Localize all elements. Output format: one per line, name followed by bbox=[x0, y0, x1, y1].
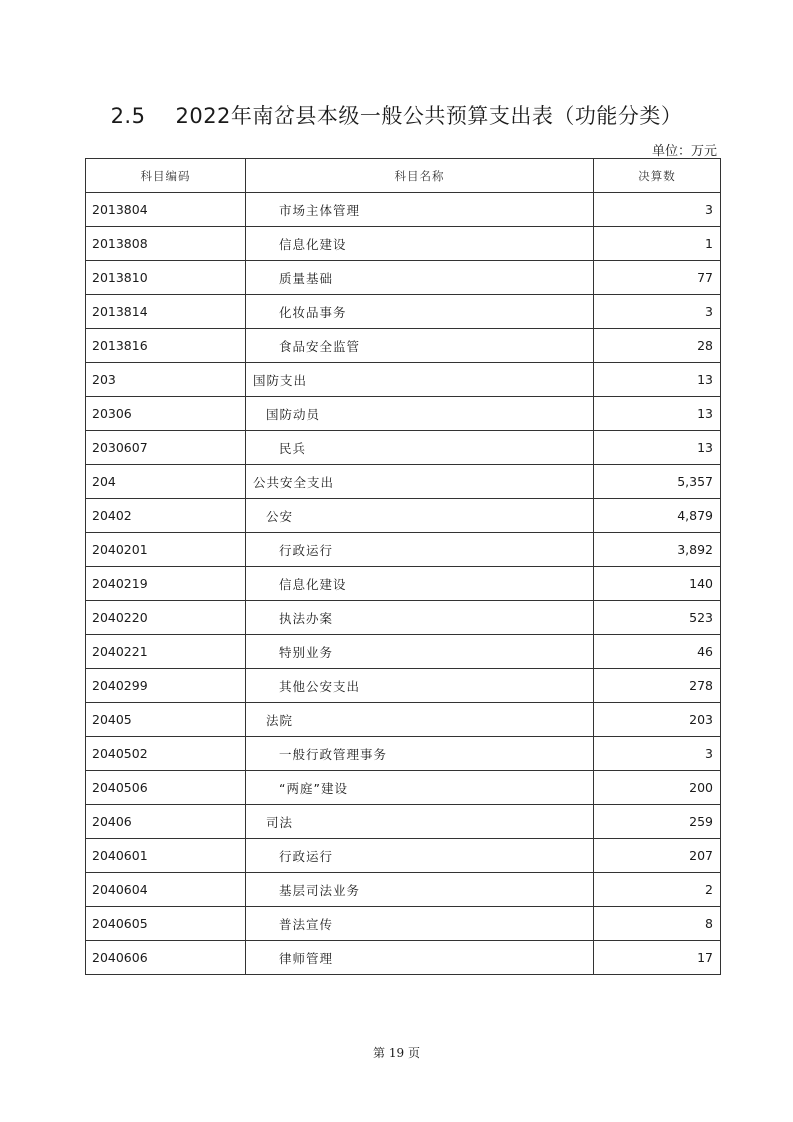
cell-code: 2013808 bbox=[86, 227, 246, 261]
cell-code: 203 bbox=[86, 363, 246, 397]
cell-amount: 140 bbox=[594, 567, 721, 601]
cell-name: 公共安全支出 bbox=[246, 465, 594, 499]
page-number: 第 19 页 bbox=[373, 1046, 420, 1060]
cell-amount: 46 bbox=[594, 635, 721, 669]
cell-name: 信息化建设 bbox=[246, 567, 594, 601]
cell-name: 行政运行 bbox=[246, 533, 594, 567]
cell-code: 2013814 bbox=[86, 295, 246, 329]
header-amount: 决算数 bbox=[594, 159, 721, 193]
cell-amount: 13 bbox=[594, 431, 721, 465]
cell-code: 2040605 bbox=[86, 907, 246, 941]
cell-amount: 207 bbox=[594, 839, 721, 873]
cell-name: 信息化建设 bbox=[246, 227, 594, 261]
table-row bbox=[86, 771, 721, 805]
cell-name: 化妆品事务 bbox=[246, 295, 594, 329]
table-row bbox=[86, 397, 721, 431]
cell-code: 2040502 bbox=[86, 737, 246, 771]
cell-code: 204 bbox=[86, 465, 246, 499]
table-row bbox=[86, 567, 721, 601]
table-row bbox=[86, 227, 721, 261]
cell-code: 20405 bbox=[86, 703, 246, 737]
cell-name: 质量基础 bbox=[246, 261, 594, 295]
cell-name: 基层司法业务 bbox=[246, 873, 594, 907]
cell-name: 国防动员 bbox=[246, 397, 594, 431]
cell-code: 2040201 bbox=[86, 533, 246, 567]
cell-amount: 278 bbox=[594, 669, 721, 703]
cell-name: 公安 bbox=[246, 499, 594, 533]
table-row bbox=[86, 431, 721, 465]
table-row bbox=[86, 907, 721, 941]
cell-code: 2040601 bbox=[86, 839, 246, 873]
table-header-row bbox=[86, 159, 721, 193]
table-row bbox=[86, 261, 721, 295]
header-code: 科目编码 bbox=[86, 159, 246, 193]
cell-name: 食品安全监管 bbox=[246, 329, 594, 363]
table-row bbox=[86, 635, 721, 669]
cell-name: 市场主体管理 bbox=[246, 193, 594, 227]
cell-name: 民兵 bbox=[246, 431, 594, 465]
cell-amount: 77 bbox=[594, 261, 721, 295]
cell-amount: 8 bbox=[594, 907, 721, 941]
cell-name: 执法办案 bbox=[246, 601, 594, 635]
cell-amount: 3 bbox=[594, 295, 721, 329]
cell-name: 国防支出 bbox=[246, 363, 594, 397]
cell-code: 2040219 bbox=[86, 567, 246, 601]
table-row bbox=[86, 533, 721, 567]
cell-name: 其他公安支出 bbox=[246, 669, 594, 703]
cell-code: 20306 bbox=[86, 397, 246, 431]
cell-amount: 203 bbox=[594, 703, 721, 737]
page-title bbox=[0, 100, 793, 136]
title-text: 2022年南岔县本级一般公共预算支出表（功能分类） bbox=[175, 104, 683, 128]
cell-amount: 1 bbox=[594, 227, 721, 261]
table-row bbox=[86, 363, 721, 397]
cell-name: “两庭”建设 bbox=[246, 771, 594, 805]
header-name: 科目名称 bbox=[246, 159, 594, 193]
cell-name: 律师管理 bbox=[246, 941, 594, 975]
cell-amount: 5,357 bbox=[594, 465, 721, 499]
section-number: 2.5 bbox=[110, 104, 146, 128]
table-row bbox=[86, 465, 721, 499]
cell-amount: 3,892 bbox=[594, 533, 721, 567]
table-row bbox=[86, 193, 721, 227]
cell-amount: 259 bbox=[594, 805, 721, 839]
table-row bbox=[86, 737, 721, 771]
cell-code: 20406 bbox=[86, 805, 246, 839]
cell-amount: 13 bbox=[594, 363, 721, 397]
cell-code: 2013804 bbox=[86, 193, 246, 227]
cell-code: 2040604 bbox=[86, 873, 246, 907]
cell-amount: 200 bbox=[594, 771, 721, 805]
cell-code: 2040220 bbox=[86, 601, 246, 635]
cell-name: 行政运行 bbox=[246, 839, 594, 873]
table-row bbox=[86, 329, 721, 363]
cell-amount: 2 bbox=[594, 873, 721, 907]
cell-amount: 13 bbox=[594, 397, 721, 431]
table-row bbox=[86, 873, 721, 907]
cell-name: 特别业务 bbox=[246, 635, 594, 669]
table-row bbox=[86, 941, 721, 975]
cell-name: 一般行政管理事务 bbox=[246, 737, 594, 771]
cell-amount: 523 bbox=[594, 601, 721, 635]
cell-amount: 17 bbox=[594, 941, 721, 975]
cell-amount: 3 bbox=[594, 193, 721, 227]
cell-amount: 3 bbox=[594, 737, 721, 771]
cell-code: 2040606 bbox=[86, 941, 246, 975]
table-row bbox=[86, 499, 721, 533]
table-row bbox=[86, 703, 721, 737]
table-row bbox=[86, 295, 721, 329]
cell-name: 法院 bbox=[246, 703, 594, 737]
table-row bbox=[86, 839, 721, 873]
cell-name: 普法宣传 bbox=[246, 907, 594, 941]
cell-code: 2040299 bbox=[86, 669, 246, 703]
cell-code: 2030607 bbox=[86, 431, 246, 465]
cell-code: 20402 bbox=[86, 499, 246, 533]
unit-label: 单位：万元 bbox=[651, 144, 717, 159]
cell-code: 2013810 bbox=[86, 261, 246, 295]
table-row bbox=[86, 601, 721, 635]
cell-code: 2040506 bbox=[86, 771, 246, 805]
budget-table bbox=[85, 158, 721, 975]
cell-name: 司法 bbox=[246, 805, 594, 839]
cell-code: 2013816 bbox=[86, 329, 246, 363]
cell-amount: 28 bbox=[594, 329, 721, 363]
table-body bbox=[86, 193, 721, 975]
table-row bbox=[86, 669, 721, 703]
cell-code: 2040221 bbox=[86, 635, 246, 669]
cell-amount: 4,879 bbox=[594, 499, 721, 533]
table-row bbox=[86, 805, 721, 839]
